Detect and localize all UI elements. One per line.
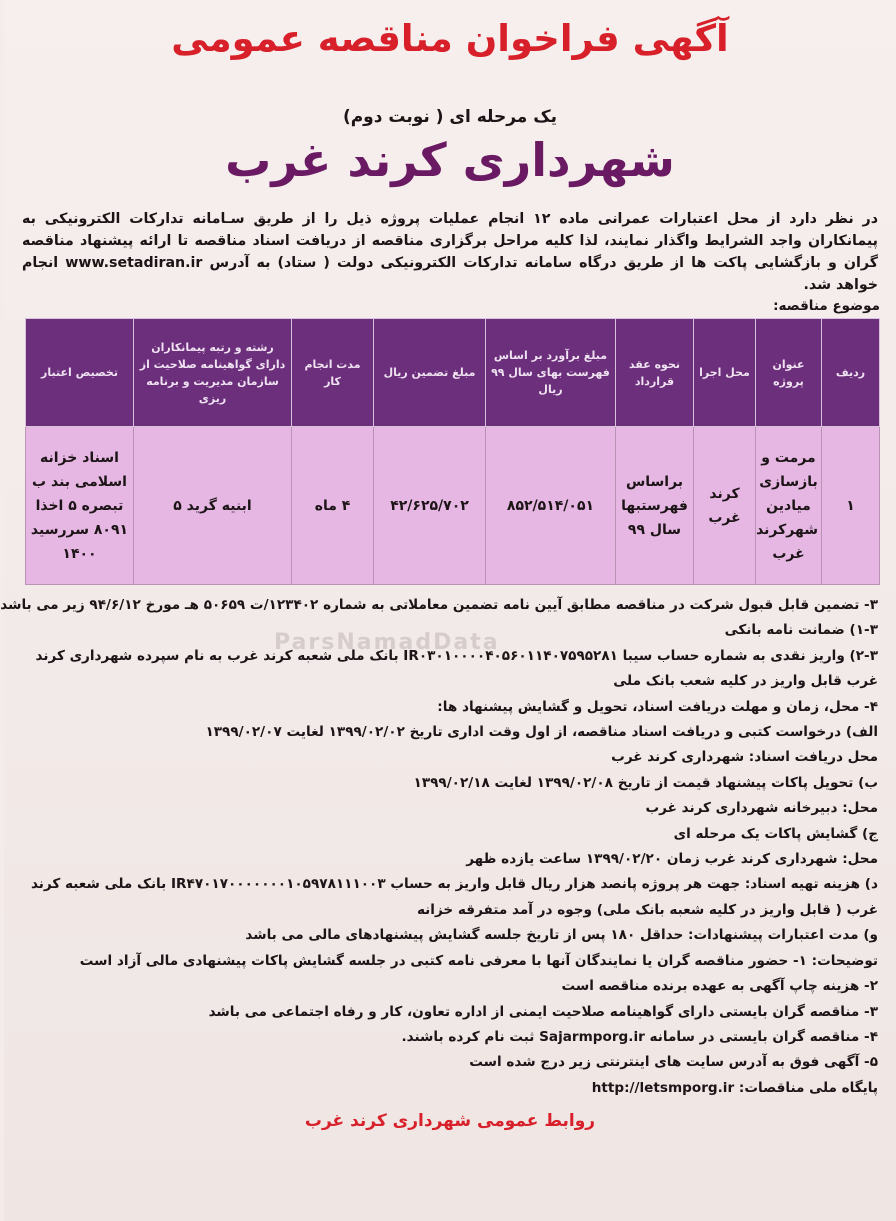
text-line: د) هزینه تهیه اسناد: جهت هر پروژه پانصد هزار ریال قابل واریز به حساب IR۴۷۰۱۷۰۰۰۰۰۰۰۱۰۵۹۷۸۱۱۱۰۰۳ بانک ملی شعبه کرند غرب ( قابل واریز در کلیه شعبه بانک ملی) وجوه در آمد متفرقه خزانه [30, 876, 878, 918]
table-cell: ابنیه گرید ۵ [134, 427, 292, 585]
notice-subtitle: یک مرحله ای ( نوبت دوم) [342, 107, 558, 127]
table-cell: براساس فهرستبها سال ۹۹ [616, 427, 694, 585]
table-header-cell: نحوه عقد قرارداد [616, 319, 694, 427]
table-header-row [26, 319, 880, 427]
text-line: ۲-۳) واریز نقدی به شماره حساب سیبا IR۰۳۰۱۰۰۰۰۴۰۵۶۰۱۱۴۰۷۵۹۵۲۸۱ بانک ملی شعبه کرند غرب به نام سپرده شهرداری کرند غرب قابل واریز در کلیه شعب بانک ملی [35, 647, 878, 690]
text-line: ۳- مناقصه گران بایستی دارای گواهینامه صلاحیت ایمنی از اداره تعاون، کار و رفاه اجتماعی می باشد [208, 1003, 878, 1020]
notice-body [0, 593, 880, 1101]
table-header-cell: مبلغ برآورد بر اساس فهرست بهای سال ۹۹ ریال [486, 319, 616, 427]
table-cell: مرمت و بازسازی میادین شهرکرند غرب [756, 427, 822, 585]
table-cell: ۱ [822, 427, 880, 585]
organization-name: شهرداری کرند غرب [225, 133, 675, 187]
intro-paragraph: در نظر دارد از محل اعتبارات عمرانی ماده ۱۲ انجام عملیات پروژه ذیل را از طریق سـامانه تدارکات الکترونیکی به پیمانکاران واجد الشرایط واگذار نمایند، لذا کلیه مراحل برگزاری مناقصه از دریافت اسناد مناقصه تا ارائه پیشنهاد مناقصه گران و بازگشایی پاکت ها از طریق درگاه سامانه تدارکات الکترونیکی دولت ( ستاد) به آدرس www.setadiran.ir انجام خواهد شد. [22, 211, 878, 293]
notice-title: آگهی فراخوان مناقصه عمومی [171, 17, 729, 60]
text-line: ۳- تضمین قابل قبول شرکت در مناقصه مطابق آیین نامه تضمین معاملاتی به شماره ۱۲۳۴۰۲/ت ۵۰۶۵۹ هـ مورخ ۹۴/۶/۱۲ زیر می باشد [0, 597, 878, 613]
text-line: توضیحات: ۱- حضور مناقصه گران یا نمایندگان آنها با معرفی نامه کتبی در جلسه گشایش پاکات پیشنهادی مالی آزاد است [79, 952, 878, 969]
text-line: ج) گشایش پاکات یک مرحله ای [673, 825, 878, 842]
table-header-cell: مدت انجام کار [292, 319, 374, 427]
text-line: ب) تحویل پاکات پیشنهاد قیمت از تاریخ ۱۳۹۹/۰۲/۰۸ لغایت ۱۳۹۹/۰۲/۱۸ [413, 774, 878, 791]
text-line: محل: شهرداری کرند غرب زمان ۱۳۹۹/۰۲/۲۰ ساعت یازده ظهر [466, 851, 878, 868]
table-header-cell: تخصیص اعتبار [26, 319, 134, 427]
table-header-cell: رشته و رتبه پیمانکاران دارای گواهینامه صلاحیت از سازمان مدیریت و برنامه ریزی [134, 319, 292, 427]
table-header-cell: ردیف [822, 319, 880, 427]
table-header-cell: عنوان پروژه [756, 319, 822, 427]
table-cell: ۴ ماه [292, 427, 374, 585]
table-header-cell: مبلغ تضمین ریال [374, 319, 486, 427]
table-header-cell: محل اجرا [694, 319, 756, 427]
text-line: پایگاه ملی مناقصات: http://letsmporg.ir [591, 1079, 878, 1096]
text-line: الف) درخواست کتبی و دریافت اسناد مناقصه، از اول وقت اداری تاریخ ۱۳۹۹/۰۲/۰۲ لغایت ۱۳۹۹/۰۲/۰۷ [205, 724, 878, 741]
text-line: ۴- مناقصه گران بایستی در سامانه Sajarmporg.ir ثبت نام کرده باشند. [401, 1028, 878, 1045]
text-line: محل: دبیرخانه شهرداری کرند غرب [645, 800, 878, 817]
table-row [26, 427, 880, 585]
table-cell: ۸۵۲/۵۱۴/۰۵۱ [486, 427, 616, 585]
public-relations-signature: روابط عمومی شهرداری کرند غرب [304, 1111, 596, 1132]
watermark-text: ParsNamadData [274, 630, 500, 655]
table-cell: کرند غرب [694, 427, 756, 585]
text-line: ۲- هزینه چاپ آگهی به عهده برنده مناقصه است [561, 978, 878, 995]
text-line: ۱-۳) ضمانت نامه بانکی [724, 622, 878, 639]
table-cell: اسناد خزانه اسلامی بند ب تبصره ۵ اخذا ۸۰۹۱ سررسید ۱۴۰۰ [26, 427, 134, 585]
text-line: و) مدت اعتبارات پیشنهادات: حداقل ۱۸۰ پس از تاریخ جلسه گشایش پیشنهادهای مالی می باشد [245, 927, 878, 944]
text-line: ۴- محل، زمان و مهلت دریافت اسناد، تحویل و گشایش پیشنهاد ها: [437, 698, 878, 715]
table-cell: ۴۲/۶۲۵/۷۰۲ [374, 427, 486, 585]
text-line: ۵- آگهی فوق به آدرس سایت های اینترنتی زیر درج شده است [469, 1054, 878, 1071]
tender-table [25, 318, 880, 585]
text-line: محل دریافت اسناد: شهرداری کرند غرب [611, 749, 878, 766]
subject-label: موضوع مناقصه: [773, 298, 880, 314]
